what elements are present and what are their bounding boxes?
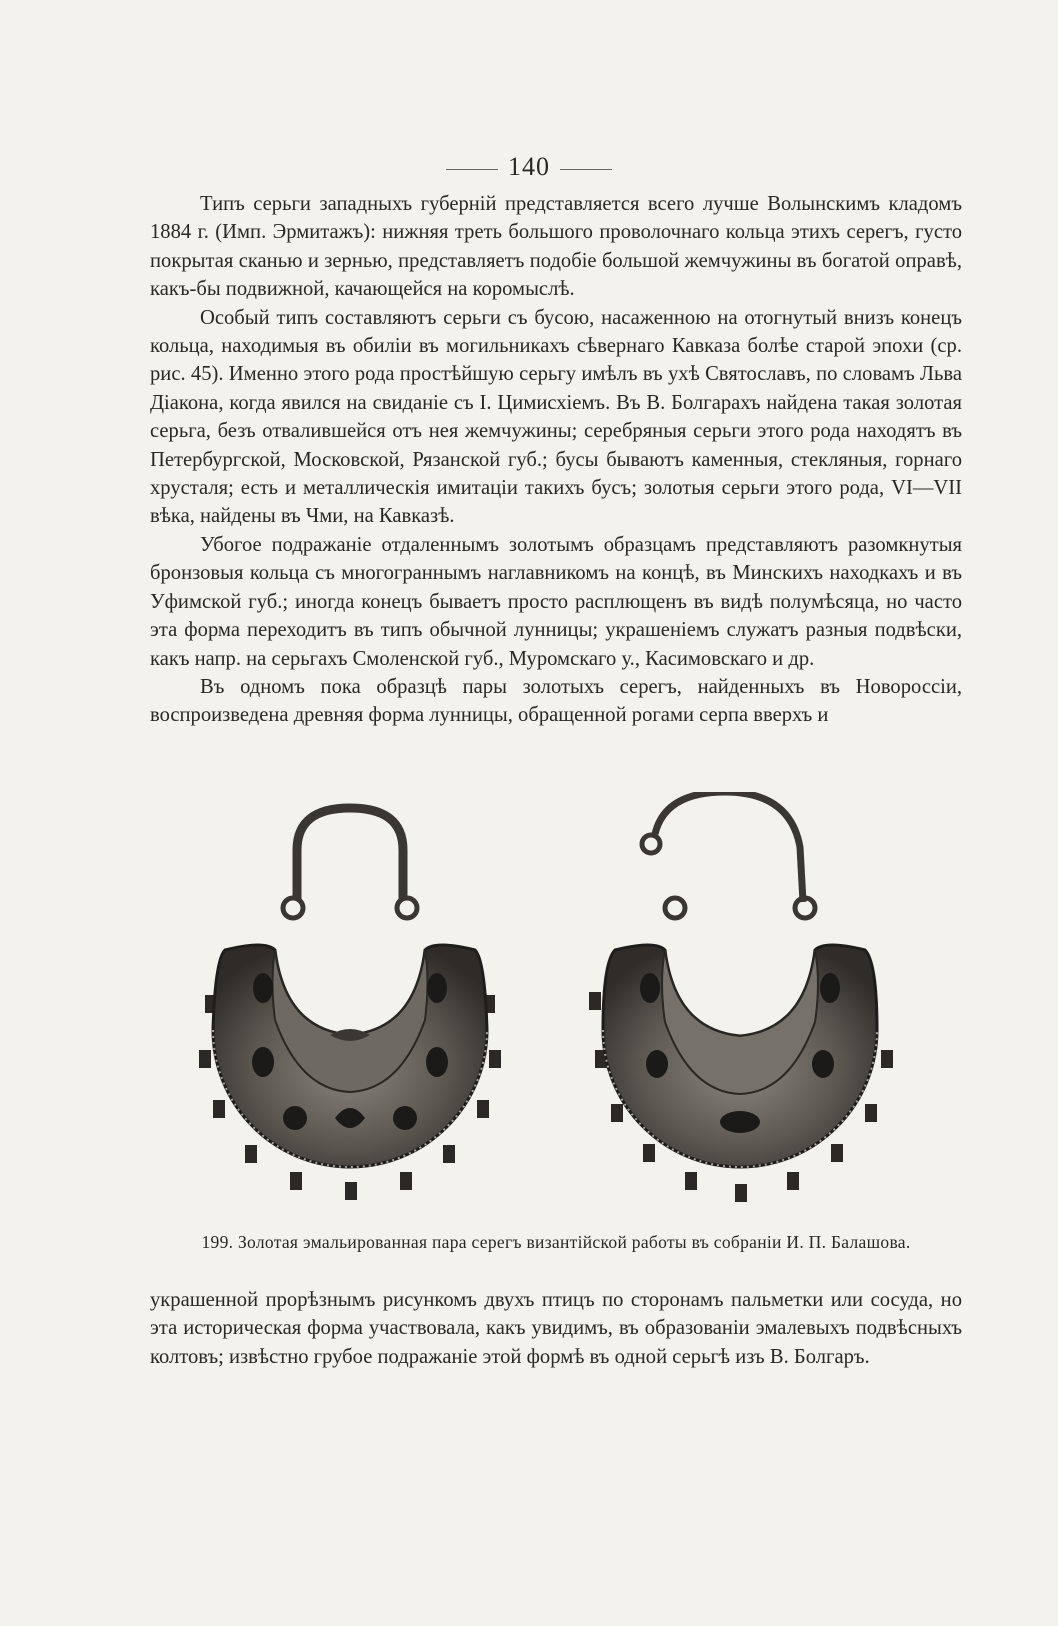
earring-left-image — [185, 800, 515, 1220]
figure-earrings — [150, 800, 962, 1220]
paragraph: Типъ серьги западныхъ губерній представляется всего лучше Волынскимъ кладомъ 1884 г. (Имп. Эрмитажъ): нижняя треть большого проволочнаго кольца этихъ серегъ, густо покрытая сканью и зернью, представляетъ подобіе большой жемчужины въ богатой оправѣ, какъ-бы подвижной, качающейся на коромыслѣ. — [150, 193, 962, 301]
earring-right-image — [575, 792, 905, 1220]
page-number — [0, 152, 1058, 182]
page-number-rule-right — [560, 169, 612, 170]
body-text-bottom — [150, 1286, 962, 1371]
page-number-text: 140 — [508, 152, 550, 181]
paragraph: Въ одномъ пока образцѣ пары золотыхъ серегъ, найденныхъ въ Новороссіи, воспроизведена древняя форма лунницы, обращенной рогами серпа вверхъ и — [150, 675, 962, 727]
paragraph: Убогое подражаніе отдаленнымъ золотымъ образцамъ представляютъ разомкнутыя бронзовыя кольца съ многограннымъ наглавникомъ на концѣ, въ Минскихъ находкахъ и въ Уфимской губ.; иногда конецъ бываетъ просто расплющенъ въ видѣ полумѣсяца, но часто эта форма переходитъ въ типъ обычной лунницы; украшеніемъ служатъ разныя подвѣски, какъ напр. на серьгахъ Смоленской губ., Муромскаго у., Касимовскаго и др. — [150, 533, 962, 670]
body-text-top — [150, 190, 962, 730]
figure-caption: 199. Золотая эмальированная пара серегъ византійской работы въ собраніи И. П. Балашова. — [201, 1232, 911, 1252]
paragraph: украшенной прорѣзнымъ рисункомъ двухъ птицъ по сторонамъ пальметки или сосуда, но эта историческая форма участвовала, какъ увидимъ, въ образованіи эмалевыхъ подвѣсныхъ колтовъ; извѣстно грубое подражаніе этой формѣ въ одной серьгѣ изъ В. Болгаръ. — [150, 1289, 962, 1368]
paragraph: Особый типъ составляютъ серьги съ бусою, насаженною на отогнутый внизъ конецъ кольца, находимыя въ обиліи въ могильникахъ сѣвернаго Кавказа болѣе старой эпохи (ср. рис. 45). Именно этого рода простѣйшую серьгу имѣлъ въ ухѣ Святославъ, по словамъ Льва Діакона, когда явился на свиданіе съ І. Цимисхіемъ. Въ В. Болгарахъ найдена такая золотая серьга, безъ отвалившейся отъ нея жемчужины; серебряныя серьги этого рода находятъ въ Петербургской, Московской, Рязанской губ.; бусы бываютъ каменныя, стекляныя, горнаго хрусталя; есть и металлическія имитаціи такихъ бусъ; золотыя серьги этого рода, VI—VII вѣка, найдены въ Чми, на Кавказѣ. — [150, 306, 962, 528]
page-number-rule-left — [446, 169, 498, 170]
